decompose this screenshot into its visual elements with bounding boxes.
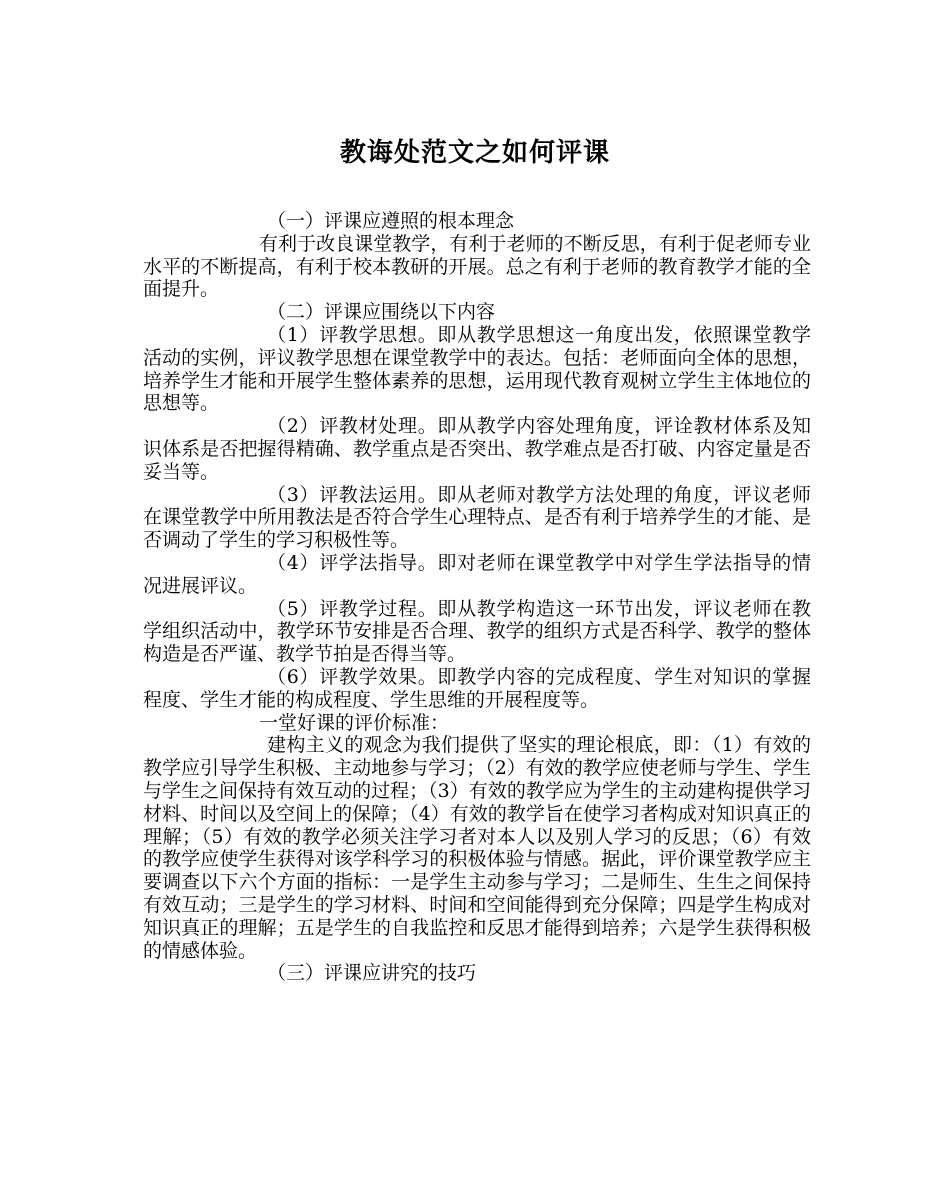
paragraph-item-1: （1）评教学思想。即从教学思想这一角度出发，依照课堂教学活动的实例，评议教学思想在课堂教学中的表达。包括：老师面向全体的思想，培养学生才能和开展学生整体素养的思想，运用现代教育观树立学生主体地位的思想等。 [143,323,811,415]
section-heading-2: （二）评课应围绕以下内容 [267,301,496,324]
paragraph-item-5: （5）评教学过程。即从教学构造这一环节出发，评议老师在教学组织活动中，教学环节安排是否合理、教学的组织方式是否科学、教学的整体构造是否严谨、教学节拍是否得当等。 [143,597,811,666]
paragraph-item-6: （6）评教学效果。即教学内容的完成程度、学生对知识的掌握程度、学生才能的构成程度、学生思维的开展程度等。 [143,665,811,711]
paragraph-item-3: （3）评教法运用。即从老师对教学方法处理的角度，评议老师在课堂教学中所用教法是否符合学生心理特点、是否有利于培养学生的才能、是否调动了学生的学习积极性等。 [143,483,811,552]
section-heading-3: （三）评课应讲究的技巧 [267,962,477,985]
paragraph-philosophy: 有利于改良课堂教学，有利于老师的不断反思，有利于促老师专业水平的不断提高，有利于校本教研的开展。总之有利于老师的教育教学才能的全面提升。 [143,232,811,301]
paragraph-item-4: （4）评学法指导。即对老师在课堂教学中对学生学法指导的情况进展评议。 [143,551,811,597]
document-body [143,210,811,985]
paragraph-standard-heading: 一堂好课的评价标准： [259,711,450,734]
document-title: 教诲处范文之如何评课 [339,138,610,168]
section-heading-1: （一）评课应遵照的根本理念 [267,210,515,232]
paragraph-constructivism: 建构主义的观念为我们提供了坚实的理论根底，即：（1）有效的教学应引导学生积极、主动地参与学习；（2）有效的教学应使老师与学生、学生与学生之间保持有效互动的过程；（3）有效的教学应为学生的主动建构提供学习材料、时间以及空间上的保障；（4）有效的教学旨在使学习者构成对知识真正的理解；（5）有效的教学必须关注学习者对本人以及别人学习的反思；（6）有效的教学应使学生获得对该学科学习的积极体验与情感。据此，评价课堂教学应主要调查以下六个方面的指标：一是学生主动参与学习；二是师生、生生之间保持有效互动；三是学生的学习材料、时间和空间能得到充分保障；四是学生构成对知识真正的理解；五是学生的自我监控和反思才能得到培养；六是学生获得积极的情感体验。 [143,734,811,962]
paragraph-item-2: （2）评教材处理。即从教学内容处理角度，评诠教材体系及知识体系是否把握得精确、教学重点是否突出、教学难点是否打破、内容定量是否妥当等。 [143,415,811,483]
